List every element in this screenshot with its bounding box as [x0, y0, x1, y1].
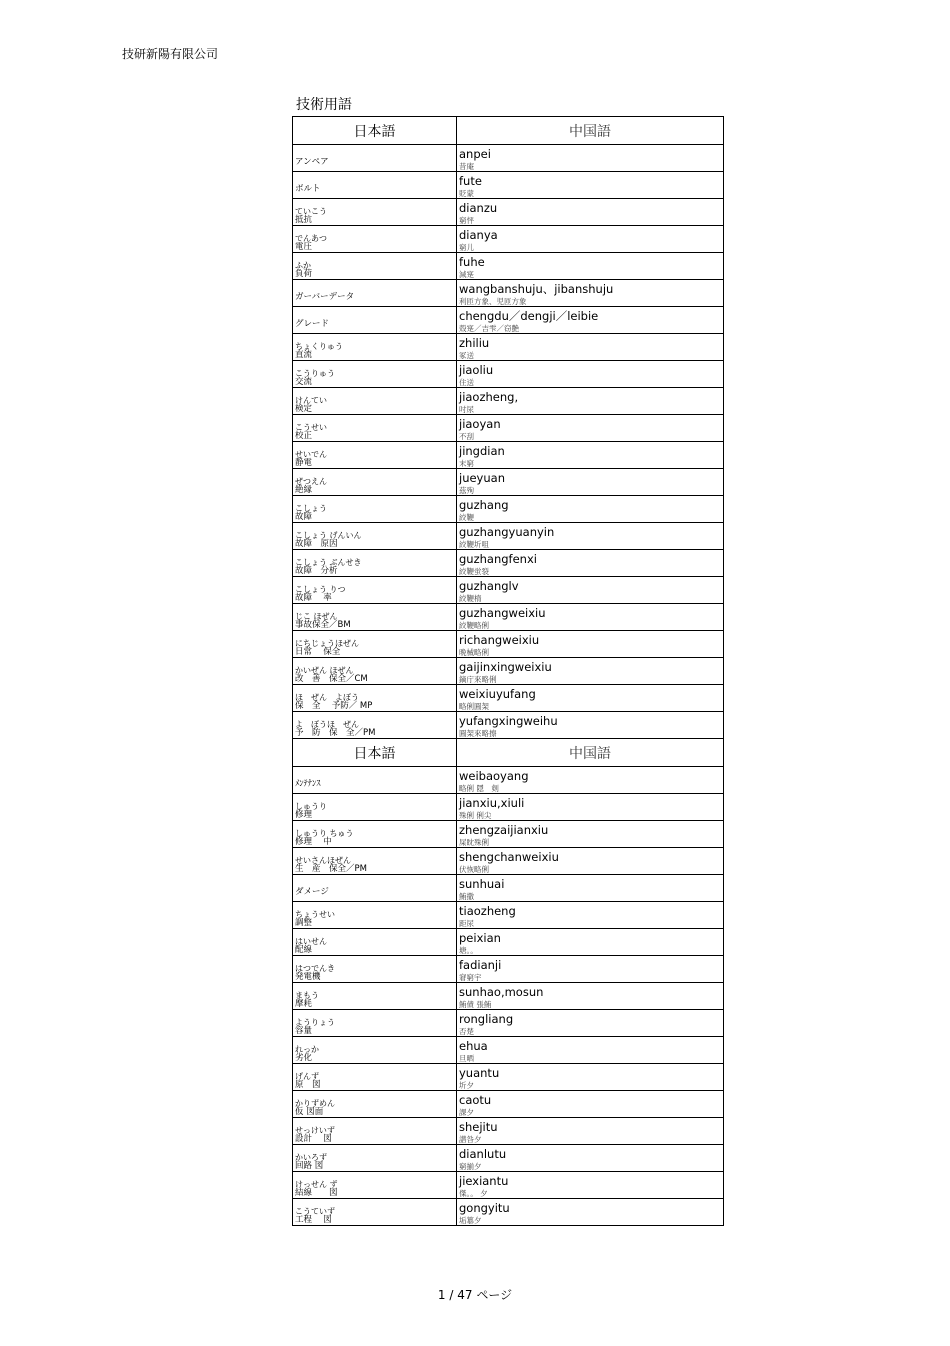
japanese-term: 故障	[295, 512, 313, 522]
table-row	[293, 145, 724, 172]
japanese-term-cell	[293, 1145, 457, 1172]
japanese-term-cell	[293, 767, 457, 794]
table-row	[293, 550, 724, 577]
furigana-reading: こしょう ぶんせき	[295, 558, 362, 567]
table-row	[293, 253, 724, 280]
table-row	[293, 631, 724, 658]
chinese-characters: 絞鞭略俐	[459, 621, 489, 630]
japanese-term: 校正	[295, 431, 313, 441]
pinyin-term: guzhangweixiu	[459, 606, 546, 620]
furigana-reading: しゅうり ちゅう	[295, 829, 354, 838]
pinyin-term: zhiliu	[459, 336, 490, 350]
pinyin-term: jiexiantu	[459, 1174, 509, 1188]
chinese-term-cell	[457, 253, 724, 280]
furigana-reading: こしょう げんいん	[295, 531, 362, 540]
chinese-characters: 圻夕	[459, 1081, 474, 1090]
table-row	[293, 226, 724, 253]
japanese-term: 静電	[295, 458, 313, 468]
japanese-term-cell	[293, 469, 457, 496]
pinyin-term: shejitu	[459, 1120, 498, 1134]
chinese-term-cell	[457, 794, 724, 821]
table-row	[293, 442, 724, 469]
chinese-term-cell	[457, 848, 724, 875]
furigana-reading: こうていず	[295, 1207, 335, 1216]
table-row	[293, 199, 724, 226]
furigana-reading: よ ぼうほ ぜん	[295, 720, 359, 729]
table-row	[293, 1199, 724, 1226]
chinese-characters: 屎眈殊俐	[459, 838, 489, 847]
japanese-term-cell	[293, 388, 457, 415]
chinese-characters: 冢送	[459, 351, 474, 360]
japanese-term-cell	[293, 685, 457, 712]
japanese-term-cell	[293, 1199, 457, 1226]
furigana-reading: ふか	[295, 261, 311, 270]
chinese-term-cell	[457, 1118, 724, 1145]
japanese-term-cell	[293, 550, 457, 577]
furigana-reading: ようりょう	[295, 1018, 335, 1027]
japanese-term-cell	[293, 1091, 457, 1118]
furigana-reading: げんず	[295, 1072, 319, 1081]
chinese-term-cell	[457, 712, 724, 739]
pinyin-term: jianxiu,xiuli	[459, 796, 525, 810]
chinese-characters: 吋尿	[459, 405, 474, 414]
chinese-term-cell	[457, 496, 724, 523]
japanese-term: ダメージ	[295, 887, 329, 897]
chinese-characters: 茲殉	[459, 486, 474, 495]
pinyin-term: caotu	[459, 1093, 492, 1107]
pinyin-term: jiaozheng,	[459, 390, 519, 404]
chinese-term-cell	[457, 1145, 724, 1172]
chinese-characters: 窮怦	[459, 216, 474, 225]
furigana-reading: れっか	[295, 1045, 319, 1054]
japanese-term: 修理 中	[295, 837, 332, 847]
japanese-term: 故障 原因	[295, 539, 338, 549]
table-row	[293, 1037, 724, 1064]
japanese-term-cell	[293, 1064, 457, 1091]
chinese-characters: 不刮	[459, 432, 474, 441]
japanese-term-cell	[293, 280, 457, 307]
pinyin-term: fadianji	[459, 958, 502, 972]
chinese-characters: 圓架來略擦	[459, 729, 497, 738]
table-row	[293, 875, 724, 902]
chinese-term-cell	[457, 1091, 724, 1118]
chinese-characters: 窘窮宇	[459, 973, 482, 982]
chinese-term-cell	[457, 658, 724, 685]
japanese-term-cell	[293, 442, 457, 469]
japanese-term: 事故保全／BM	[295, 620, 351, 630]
japanese-term-cell	[293, 1172, 457, 1199]
chinese-term-cell	[457, 929, 724, 956]
chinese-term-cell	[457, 172, 724, 199]
table-row	[293, 1064, 724, 1091]
pinyin-term: weibaoyang	[459, 769, 529, 783]
furigana-reading: ちょうせい	[295, 910, 335, 919]
japanese-term: 抵抗	[295, 215, 313, 225]
pinyin-term: dianlutu	[459, 1147, 507, 1161]
table-row	[293, 956, 724, 983]
chinese-term-cell	[457, 145, 724, 172]
japanese-term-cell	[293, 821, 457, 848]
column-header-chinese: 中国語	[457, 739, 724, 767]
japanese-term: 仮 図面	[295, 1107, 324, 1117]
furigana-reading: ぜつえん	[295, 477, 327, 486]
chinese-characters: 利匝方象、児匝方象	[459, 297, 527, 306]
chinese-characters: 殻寔／吉雫／窃艶	[459, 324, 519, 333]
japanese-term: ボルト	[295, 184, 321, 194]
furigana-reading: せっけいず	[295, 1126, 335, 1135]
chinese-term-cell	[457, 604, 724, 631]
pinyin-term: yuantu	[459, 1066, 500, 1080]
column-header-japanese: 日本語	[293, 739, 457, 767]
japanese-term: 修理	[295, 810, 313, 820]
chinese-term-cell	[457, 307, 724, 334]
chinese-term-cell	[457, 1199, 724, 1226]
japanese-term-cell	[293, 875, 457, 902]
japanese-term-cell	[293, 577, 457, 604]
japanese-term-cell	[293, 658, 457, 685]
pinyin-term: dianzu	[459, 201, 498, 215]
pinyin-term: ehua	[459, 1039, 488, 1053]
chinese-characters: 伏恢略俐	[459, 865, 489, 874]
japanese-term: ガーバーデータ	[295, 292, 355, 302]
japanese-term: ﾒﾝﾃﾅﾝｽ	[295, 779, 321, 789]
furigana-reading: はいせん	[295, 937, 327, 946]
japanese-term-cell	[293, 794, 457, 821]
chinese-term-cell	[457, 875, 724, 902]
furigana-reading: しゅうり	[295, 802, 327, 811]
chinese-term-cell	[457, 415, 724, 442]
table-row	[293, 1091, 724, 1118]
chinese-characters: 垢簒夕	[459, 1216, 482, 1225]
japanese-term-cell	[293, 523, 457, 550]
table-row	[293, 685, 724, 712]
chinese-characters: 末窮	[459, 459, 474, 468]
japanese-term: 回路 図	[295, 1161, 324, 1171]
chinese-term-cell	[457, 821, 724, 848]
table-row	[293, 469, 724, 496]
chinese-characters: 絞鞭楕	[459, 594, 482, 603]
column-header-japanese: 日本語	[293, 117, 457, 145]
table-row	[293, 712, 724, 739]
japanese-term: グレード	[295, 319, 330, 329]
table-row	[293, 172, 724, 199]
table-row	[293, 334, 724, 361]
chinese-characters: 塘。。	[459, 946, 478, 955]
table-header-row	[293, 117, 724, 145]
table-row	[293, 496, 724, 523]
japanese-term-cell	[293, 1037, 457, 1064]
japanese-term-cell	[293, 929, 457, 956]
japanese-term: 劣化	[295, 1053, 313, 1063]
pinyin-term: chengdu／dengji／leibie	[459, 309, 599, 323]
furigana-reading: こしょう りつ	[295, 585, 346, 594]
pinyin-term: jueyuan	[459, 471, 505, 485]
chinese-term-cell	[457, 956, 724, 983]
japanese-term: 原 図	[295, 1080, 321, 1090]
table-row	[293, 1172, 724, 1199]
furigana-reading: こうせい	[295, 423, 327, 432]
table-row	[293, 415, 724, 442]
chinese-term-cell	[457, 469, 724, 496]
chinese-term-cell	[457, 199, 724, 226]
furigana-reading: こうりゅう	[295, 369, 335, 378]
chinese-characters: 譛咎夕	[459, 1135, 482, 1144]
japanese-term-cell	[293, 1118, 457, 1145]
japanese-term: 検定	[295, 404, 313, 414]
japanese-term-cell	[293, 631, 457, 658]
chinese-term-cell	[457, 523, 724, 550]
furigana-reading: けっせん ず	[295, 1180, 338, 1189]
table-row	[293, 929, 724, 956]
japanese-term: 保 全 予防／ MP	[295, 701, 373, 711]
japanese-term-cell	[293, 956, 457, 983]
table-row	[293, 902, 724, 929]
chinese-characters: 略俐圓架	[459, 702, 489, 711]
furigana-reading: こしょう	[295, 504, 327, 513]
japanese-term-cell	[293, 307, 457, 334]
japanese-term-cell	[293, 172, 457, 199]
furigana-reading: ていこう	[295, 207, 327, 216]
pinyin-term: sunhuai	[459, 877, 505, 891]
chinese-characters: 殊俐 俐尖	[459, 811, 492, 820]
furigana-reading: せいでん	[295, 450, 327, 459]
pinyin-term: guzhangyuanyin	[459, 525, 555, 539]
japanese-term: 故障 率	[295, 593, 332, 603]
japanese-term: 発電機	[295, 972, 321, 982]
japanese-term: 負荷	[295, 269, 313, 279]
pinyin-term: fuhe	[459, 255, 485, 269]
chinese-characters: 絞鞭	[459, 513, 474, 522]
chinese-term-cell	[457, 226, 724, 253]
furigana-reading: でんあつ	[295, 234, 327, 243]
pinyin-term: rongliang	[459, 1012, 514, 1026]
table-row	[293, 280, 724, 307]
japanese-term-cell	[293, 334, 457, 361]
japanese-term: 設計 図	[295, 1134, 332, 1144]
furigana-reading: じこ ほぜん	[295, 612, 338, 621]
pinyin-term: wangbanshuju、jibanshuju	[459, 282, 614, 296]
pinyin-term: gongyitu	[459, 1201, 510, 1215]
pinyin-term: guzhang	[459, 498, 509, 512]
furigana-reading: けんてい	[295, 396, 327, 405]
japanese-term-cell	[293, 361, 457, 388]
table-row	[293, 983, 724, 1010]
table-row	[293, 658, 724, 685]
japanese-term: 電圧	[295, 242, 313, 252]
japanese-term: 交流	[295, 377, 313, 387]
japanese-term: 結線 図	[295, 1188, 338, 1198]
chinese-term-cell	[457, 631, 724, 658]
japanese-term: 工程 図	[295, 1215, 332, 1225]
japanese-term-cell	[293, 145, 457, 172]
chinese-characters: 否楚	[459, 1027, 474, 1036]
table-header-row	[293, 739, 724, 767]
japanese-term-cell	[293, 712, 457, 739]
table-row	[293, 307, 724, 334]
chinese-term-cell	[457, 442, 724, 469]
japanese-term: 摩耗	[295, 999, 313, 1009]
table-row	[293, 523, 724, 550]
furigana-reading: ちょくりゅう	[295, 342, 343, 351]
terminology-table	[292, 116, 724, 1226]
chinese-characters: 絞鞭蛍裂	[459, 567, 489, 576]
pinyin-term: jiaoyan	[459, 417, 501, 431]
japanese-term-cell	[293, 226, 457, 253]
japanese-term-cell	[293, 199, 457, 226]
document-title: 技術用語	[296, 97, 352, 113]
table-row	[293, 767, 724, 794]
japanese-term-cell	[293, 604, 457, 631]
furigana-reading: せいさんほぜん	[295, 856, 351, 865]
page-number: 1 / 47 ページ	[437, 1288, 513, 1302]
table-row	[293, 388, 724, 415]
japanese-term: 改 善 保全／CM	[295, 674, 368, 684]
pinyin-term: fute	[459, 174, 482, 188]
pinyin-term: peixian	[459, 931, 501, 945]
chinese-term-cell	[457, 685, 724, 712]
pinyin-term: guzhangfenxi	[459, 552, 537, 566]
pinyin-term: shengchanweixiu	[459, 850, 559, 864]
japanese-term-cell	[293, 1010, 457, 1037]
pinyin-term: yufangxingweihu	[459, 714, 558, 728]
furigana-reading: かりずめん	[295, 1099, 335, 1108]
furigana-reading: かいろず	[295, 1153, 327, 1162]
furigana-reading: ほ ぜん よぼう	[295, 693, 359, 702]
japanese-term-cell	[293, 848, 457, 875]
table-row	[293, 604, 724, 631]
chinese-term-cell	[457, 1172, 724, 1199]
chinese-term-cell	[457, 361, 724, 388]
pinyin-term: tiaozheng	[459, 904, 516, 918]
japanese-term: 調整	[295, 918, 313, 928]
japanese-term: 直流	[295, 350, 313, 360]
chinese-term-cell	[457, 1064, 724, 1091]
chinese-characters: 鏑庁來略俐	[459, 675, 497, 684]
japanese-term: 容量	[295, 1026, 313, 1036]
chinese-term-cell	[457, 902, 724, 929]
pinyin-term: richangweixiu	[459, 633, 540, 647]
chinese-term-cell	[457, 983, 724, 1010]
furigana-reading: まもう	[295, 991, 319, 1000]
chinese-term-cell	[457, 280, 724, 307]
furigana-reading: はつでんき	[295, 964, 335, 973]
pinyin-term: weixiuyufang	[459, 687, 536, 701]
japanese-term: アンペア	[295, 157, 329, 167]
chinese-term-cell	[457, 577, 724, 604]
chinese-characters: 昔庵	[459, 162, 474, 171]
chinese-characters: 絞鞭圻咀	[459, 540, 489, 549]
japanese-term-cell	[293, 415, 457, 442]
pinyin-term: sunhao,mosun	[459, 985, 544, 999]
table-row	[293, 1118, 724, 1145]
chinese-characters: 晩械略俐	[459, 648, 489, 657]
chinese-characters: 住送	[459, 378, 474, 387]
chinese-characters: 窮揃夕	[459, 1162, 482, 1171]
japanese-term: 絶縁	[295, 485, 313, 495]
chinese-characters: 距尿	[459, 919, 474, 928]
japanese-term: 日常 保全	[295, 647, 341, 657]
table-row	[293, 848, 724, 875]
japanese-term: 配線	[295, 945, 313, 955]
chinese-term-cell	[457, 388, 724, 415]
pinyin-term: jiaoliu	[459, 363, 494, 377]
chinese-characters: 減寔	[459, 270, 474, 279]
table-row	[293, 1145, 724, 1172]
table-row	[293, 821, 724, 848]
chinese-characters: 旦晒	[459, 1054, 474, 1063]
pinyin-term: guzhanglv	[459, 579, 519, 593]
table-row	[293, 577, 724, 604]
pinyin-term: zhengzaijianxiu	[459, 823, 549, 837]
table-row	[293, 361, 724, 388]
pinyin-term: dianya	[459, 228, 498, 242]
chinese-characters: 鮪債 張鮪	[459, 1000, 492, 1009]
chinese-term-cell	[457, 550, 724, 577]
japanese-term-cell	[293, 496, 457, 523]
chinese-term-cell	[457, 1010, 724, 1037]
chinese-term-cell	[457, 1037, 724, 1064]
japanese-term-cell	[293, 983, 457, 1010]
table-row	[293, 794, 724, 821]
column-header-chinese: 中国語	[457, 117, 724, 145]
japanese-term: 故障 分析	[295, 566, 338, 576]
chinese-characters: 鮪撒	[459, 892, 474, 901]
pinyin-term: jingdian	[459, 444, 505, 458]
pinyin-term: anpei	[459, 147, 491, 161]
chinese-characters: 貶蒙	[459, 189, 474, 198]
chinese-characters: 窮儿	[459, 243, 474, 252]
chinese-characters: 課夕	[459, 1108, 474, 1117]
japanese-term-cell	[293, 902, 457, 929]
chinese-characters: 傑。。 夕	[459, 1189, 488, 1198]
furigana-reading: にちじょうほぜん	[295, 639, 359, 648]
company-name: 技研新陽有限公司	[122, 47, 219, 61]
japanese-term-cell	[293, 253, 457, 280]
table-row	[293, 1010, 724, 1037]
japanese-term: 生 産 保全／PM	[295, 864, 367, 874]
pinyin-term: gaijinxingweixiu	[459, 660, 552, 674]
chinese-term-cell	[457, 767, 724, 794]
japanese-term: 予 防 保 全／PM	[295, 728, 376, 738]
chinese-term-cell	[457, 334, 724, 361]
chinese-characters: 略俐 隠 剣	[459, 784, 499, 793]
furigana-reading: かいぜん ほぜん	[295, 666, 354, 675]
